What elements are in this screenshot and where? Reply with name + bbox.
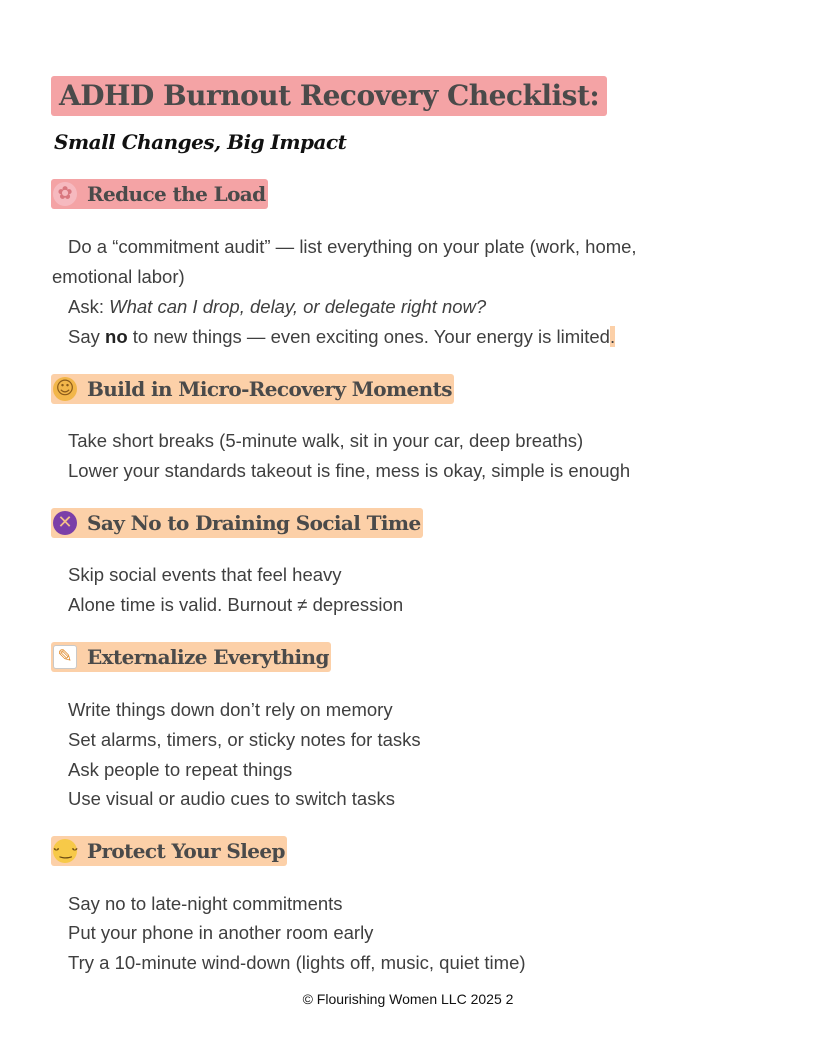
- list-item-bold: no: [105, 326, 128, 347]
- list-item: Skip social events that feel heavy: [68, 564, 342, 585]
- list-item: Alone time is valid. Burnout ≠ depression: [68, 594, 404, 615]
- section-heading-label: Externalize Everything: [87, 645, 329, 669]
- list-item-prefix: Say: [68, 326, 106, 347]
- page-title: ADHD Burnout Recovery Checklist:: [51, 76, 607, 116]
- list-item: Write things down don’t rely on memory: [68, 699, 393, 720]
- list-item: Use visual or audio cues to switch tasks: [68, 788, 395, 809]
- list-item: Try a 10-minute wind-down (lights off, music, quiet time): [68, 952, 526, 973]
- list-item: [68, 322, 615, 352]
- list-item-prefix: Ask:: [68, 296, 110, 317]
- list-item: Lower your standards takeout is fine, mess is okay, simple is enough: [68, 460, 631, 481]
- list-item-text: to new things — even exciting ones. Your energy is limited: [127, 326, 610, 347]
- highlight-mark: .: [609, 326, 616, 347]
- section-heading-micro-recovery: [51, 374, 454, 404]
- memo-icon: ✎: [53, 645, 77, 669]
- section-heading-label: Say No to Draining Social Time: [87, 511, 421, 535]
- section-heading-label: Reduce the Load: [87, 182, 266, 206]
- list-item: Set alarms, timers, or sticky notes for tasks: [68, 729, 421, 750]
- page-footer: © Flourishing Women LLC 2025 2: [302, 991, 514, 1007]
- list-item: Take short breaks (5-minute walk, sit in your car, deep breaths): [68, 430, 584, 451]
- section-heading-sleep: [51, 836, 287, 866]
- list-item: Put your phone in another room early: [68, 922, 374, 943]
- list-item-emphasis: What can I drop, delay, or delegate right now?: [109, 296, 487, 317]
- list-item-continuation: emotional labor): [52, 266, 185, 287]
- brain-icon: ✿: [53, 182, 77, 206]
- person-gesturing-no-icon: ✕: [53, 511, 77, 535]
- meditating-person-icon: ☺: [53, 377, 77, 401]
- section-heading-label: Protect Your Sleep: [87, 839, 285, 863]
- section-heading-label: Build in Micro-Recovery Moments: [87, 377, 452, 401]
- list-item: Ask people to repeat things: [68, 759, 293, 780]
- sleeping-face-icon: ᵕ‿ᵕ: [53, 839, 77, 863]
- list-item: Say no to late-night commitments: [68, 893, 343, 914]
- section-heading-social-time: [51, 508, 423, 538]
- section-heading-externalize: [51, 642, 331, 672]
- page-subtitle: Small Changes, Big Impact: [54, 130, 347, 154]
- section-heading-reduce-load: [51, 179, 268, 209]
- list-item: [68, 292, 486, 322]
- list-item: Do a “commitment audit” — list everything on your plate (work, home,: [68, 236, 637, 257]
